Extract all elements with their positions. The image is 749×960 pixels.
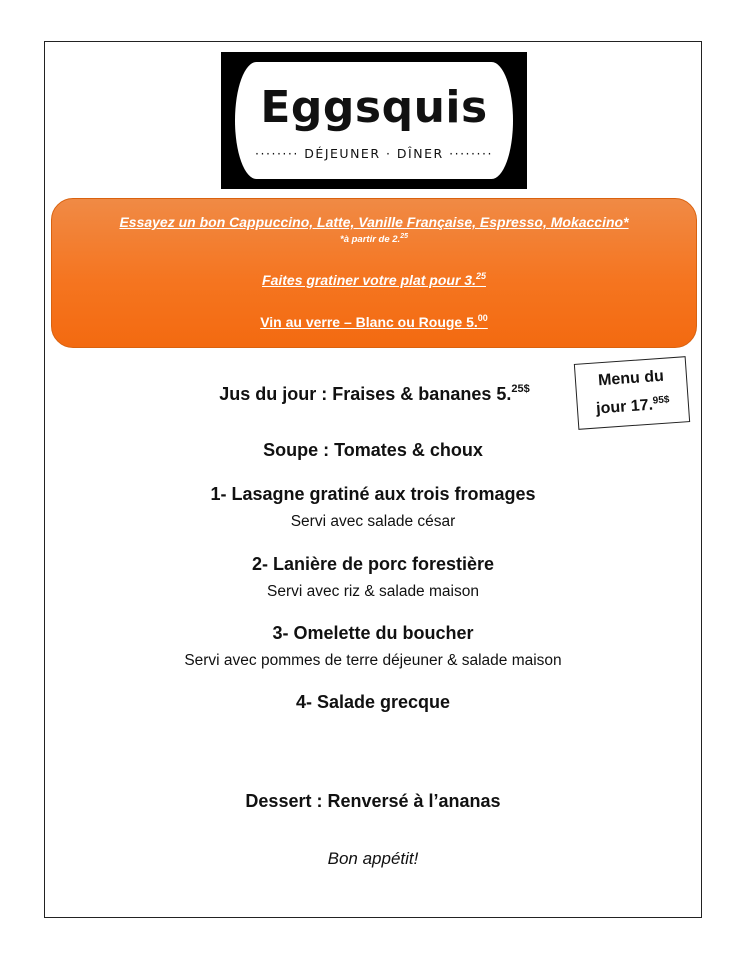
menu-du-jour-price-sup: 95$ [652, 394, 670, 407]
item4-title: 4- Salade grecque [295, 692, 451, 712]
item3-title: 3- Omelette du boucher [272, 623, 474, 643]
promo-coffee-line: Essayez un bon Cappuccino, Latte, Vanille Française, Espresso, Mokaccino* [119, 214, 629, 230]
promo-banner [51, 198, 697, 348]
jus-sup: 25$ [511, 383, 530, 395]
item1-title: 1- Lasagne gratiné aux trois fromages [210, 484, 536, 504]
promo-note-text: *à partir de 2. [340, 234, 401, 245]
promo-wine-text: Vin au verre – Blanc ou Rouge 5. [260, 314, 478, 330]
item2-title: 2- Lanière de porc forestière [251, 554, 495, 574]
jus-du-jour [0, 383, 749, 405]
jus-text: Jus du jour : Fraises & bananes 5. [219, 384, 512, 404]
promo-wine-sup: 00 [477, 313, 488, 323]
item2-desc: Servi avec riz & salade maison [267, 583, 479, 600]
logo-subtitle: ········ DÉJEUNER · DÎNER ········ [255, 146, 493, 161]
promo-gratiner-line [52, 271, 696, 288]
eggsquis-logo [221, 52, 527, 189]
closing-greeting: Bon appétit! [327, 849, 419, 868]
soupe: Soupe : Tomates & choux [263, 440, 483, 460]
promo-coffee-note [52, 233, 696, 245]
promo-wine-line [52, 313, 696, 330]
item3-desc: Servi avec pommes de terre déjeuner & salade maison [184, 652, 562, 669]
logo-name: Eggsquis [260, 82, 488, 133]
promo-note-sup: 25 [400, 233, 408, 240]
logo-panel [235, 62, 513, 179]
item1-desc: Servi avec salade césar [290, 513, 456, 530]
promo-gratiner-text: Faites gratiner votre plat pour 3. [262, 272, 476, 288]
menu-du-jour-price: jour 17. [595, 396, 654, 418]
dessert: Dessert : Renversé à l’ananas [245, 791, 501, 811]
menu-du-jour-line1: Menu du [597, 367, 665, 390]
promo-gratiner-sup: 25 [475, 271, 486, 281]
